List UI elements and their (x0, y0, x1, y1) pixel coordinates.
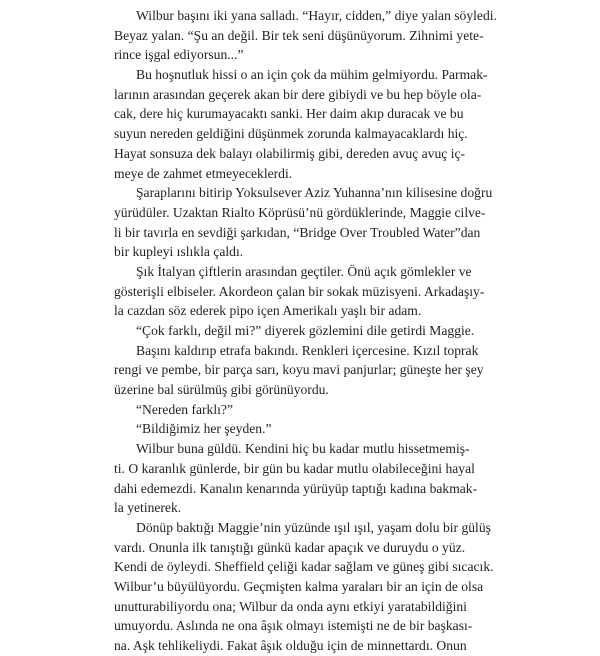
text-line: vardı. Onunla ilk tanıştığı günkü kadar apaçık ve duruydu o yüz. (114, 539, 466, 555)
text-line: la yetinerek. (114, 500, 182, 516)
text-line: dahi edemezdi. Kanalın kenarında yürüyüp taptığı kadına bakmak- (114, 480, 478, 496)
text-line: rince işgal ediyorsun...” (114, 47, 244, 63)
text-line: unutturabiliyordu ona; Wilbur da onda aynı etkiyi yaratabildiğini (114, 598, 467, 614)
text-line: la cazdan söz ederek pipo içen Amerikalı yaşlı bir adam. (114, 303, 422, 319)
text-line: rengi ve pembe, bir parça sarı, koyu mavi panjurlar; güneşte her şey (114, 362, 484, 378)
text-line: suyun nereden geldiğini düşünmek zorunda kalmayacaklardı hiç. (114, 126, 468, 142)
text-line: üzerine bal sürülmüş gibi görünüyordu. (114, 382, 329, 398)
text-line: Kendi de öyleydi. Sheffield çeliği kadar sağlam ve güneş gibi sıcacık. (114, 559, 494, 575)
text-line: “Bildiğimiz her şeyden.” (136, 421, 272, 437)
text-line: Wilbur’u büyülüyordu. Geçmişten kalma yaraları bir an için de olsa (114, 578, 484, 594)
text-line: Başını kaldırıp etrafa bakındı. Renkleri içercesine. Kızıl toprak (136, 342, 479, 358)
text-line: gösterişli elbiseler. Akordeon çalan bir sokak müzisyeni. Arkadaşıy- (114, 283, 485, 299)
text-line: bir kupleyi ıslıkla çaldı. (114, 244, 244, 260)
text-line: “Çok farklı, değil mi?” diyerek gözlemini dile getirdi Maggie. (136, 323, 475, 338)
text-line: cak, dere hiç kurumayacaktı sanki. Her daim akıp duracak ve bu (114, 106, 464, 122)
text-line: larının arasından geçerek akan bir dere gibiydi ve bu hep böyle ola- (114, 86, 482, 102)
text-line: Beyaz yalan. “Şu an değil. Bir tek seni düşünüyorum. Zihnimi yete- (114, 27, 484, 43)
text-line: Hayat sonsuza dek balayı olabilirmiş gibi, dereden avuç avuç iç- (114, 145, 466, 161)
text-line: yürüdüler. Uzaktan Rialto Köprüsü’nü gördüklerinde, Maggie cilve- (114, 204, 486, 220)
text-line: meye de zahmet etmeyeceklerdi. (114, 165, 293, 181)
text-line: Wilbur buna güldü. Kendini hiç bu kadar mutlu hissetmemiş- (136, 441, 470, 457)
text-line: Dönüp baktığı Maggie’nin yüzünde ışıl ışıl, yaşam dolu bir gülüş (136, 519, 491, 535)
text-line: Bu hoşnutluk hissi o an için çok da mühim gelmiyordu. Parmak- (136, 67, 488, 83)
text-line: na. Aşk tehlikeliydi. Fakat âşık olduğu için de minnettardı. Onun (114, 638, 467, 653)
text-line: “Nereden farklı?” (136, 401, 233, 417)
text-line: li bir tavırla en sevdiği şarkıdan, “Bridge Over Troubled Water”dan (114, 224, 481, 240)
text-line: Wilbur başını iki yana salladı. “Hayır, cidden,” diye yalan söyledi. (136, 8, 497, 23)
text-line: Şık İtalyan çiftlerin arasından geçtiler. Önü açık gömlekler ve (136, 263, 472, 279)
text-line: ti. O karanlık günlerde, bir gün bu kadar mutlu olabileceğini hayal (114, 460, 475, 476)
text-line: Şaraplarını bitirip Yoksulsever Aziz Yuhanna’nın kilisesine doğru (136, 185, 493, 201)
body-text (114, 6, 500, 656)
text-line: umuyordu. Aslında ne ona âşık olmayı istemişti ne de bir başkası- (114, 618, 473, 634)
